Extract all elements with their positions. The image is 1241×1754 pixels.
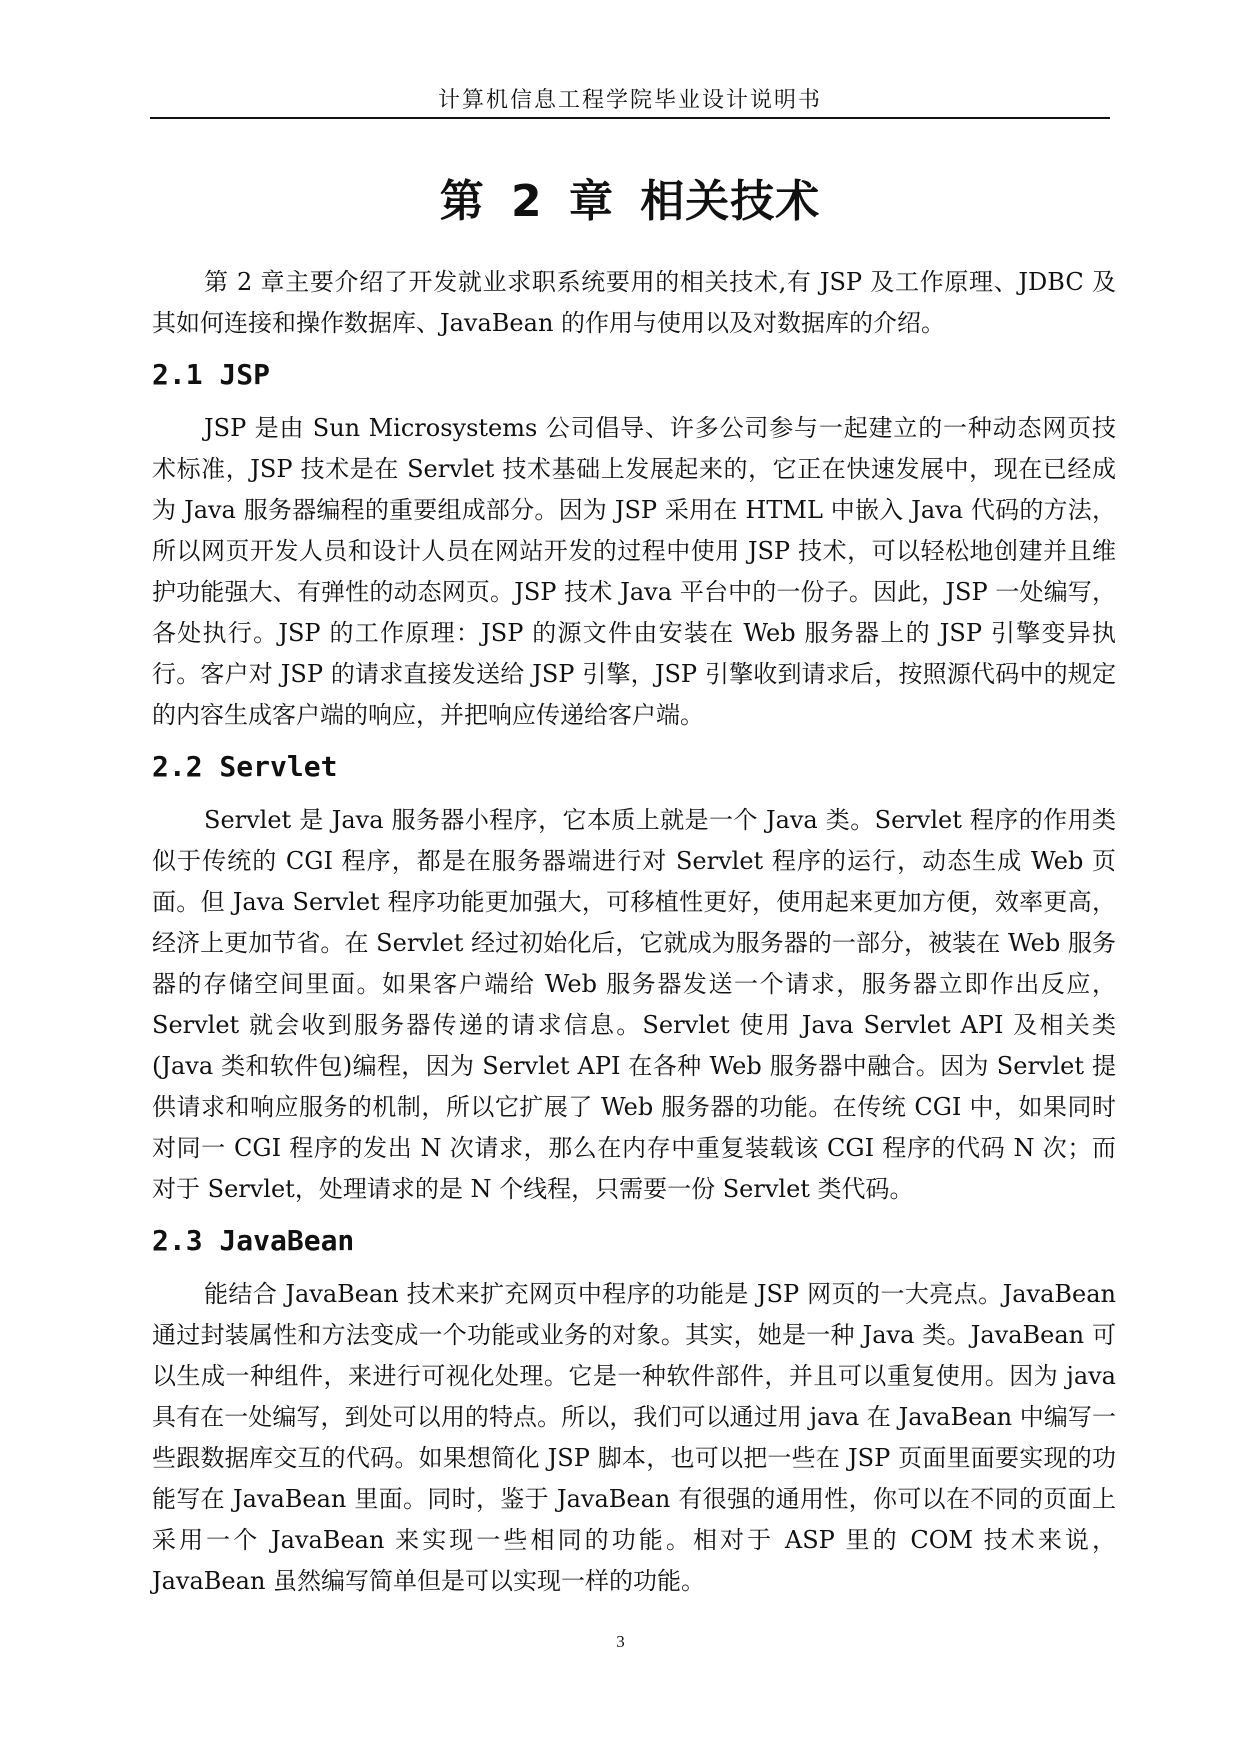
section-paragraph-jsp: JSP 是由 Sun Microsystems 公司倡导、许多公司参与一起建立的一种动态网页技术标准，JSP 技术是在 Servlet 技术基础上发展起来的，它正在快速发展中，现在已经成为 Java 服务器编程的重要组成部分。因为 JSP 采用在 HTML 中嵌入 Java 代码的方法，所以网页开发人员和设计人员在网站开发的过程中使用 JSP 技术，可以轻松地创建并且维护功能强大、有弹性的动态网页。JSP 技术 Java 平台中的一份子。因此，JSP 一处编写，各处执行。JSP 的工作原理：JSP 的源文件由安装在 Web 服务器上的 JSP 引擎变异执行。客户对 JSP 的请求直接发送给 JSP 引擎，JSP 引擎收到请求后，按照源代码中的规定的内容生成客户端的响应，并把响应传递给客户端。 bbox=[152, 414, 1116, 729]
section-paragraph-javabean: 能结合 JavaBean 技术来扩充网页中程序的功能是 JSP 网页的一大亮点。JavaBean 通过封装属性和方法变成一个功能或业务的对象。其实，她是一种 Java 类。JavaBean 可以生成一种组件，来进行可视化处理。它是一种软件部件，并且可以重复使用。因为 java 具有在一处编写，到处可以用的特点。所以，我们可以通过用 java 在 JavaBean 中编写一些跟数据库交互的代码。如果想简化 JSP 脚本，也可以把一些在 JSP 页面里面要实现的功能写在 JavaBean 里面。同时，鉴于 JavaBean 有很强的通用性，你可以在不同的页面上采用一个 JavaBean 来实现一些相同的功能。相对于 ASP 里的 COM 技术来说，JavaBean 虽然编写简单但是可以实现一样的功能。 bbox=[152, 1280, 1116, 1595]
section-heading-javabean: 2.3 JavaBean bbox=[152, 1224, 355, 1257]
chapter-intro-paragraph: 第 2 章主要介绍了开发就业求职系统要用的相关技术,有 JSP 及工作原理、JDBC 及其如何连接和操作数据库、JavaBean 的作用与使用以及对数据库的介绍。 bbox=[152, 268, 1116, 337]
section-heading-servlet: 2.2 Servlet bbox=[152, 750, 338, 783]
section-paragraph-servlet: Servlet 是 Java 服务器小程序，它本质上就是一个 Java 类。Servlet 程序的作用类似于传统的 CGI 程序，都是在服务器端进行对 Servlet 程序的运行，动态生成 Web 页面。但 Java Servlet 程序功能更加强大，可移植性更好，使用起来更加方便，效率更高，经济上更加节省。在 Servlet 经过初始化后，它就成为服务器的一部分，被装在 Web 服务器的存储空间里面。如果客户端给 Web 服务器发送一个请求，服务器立即作出反应，Servlet 就会收到服务器传递的请求信息。Servlet 使用 Java Servlet API 及相关类(Java 类和软件包)编程，因为 Servlet API 在各种 Web 服务器中融合。因为 Servlet 提供请求和响应服务的机制，所以它扩展了 Web 服务器的功能。在传统 CGI 中，如果同时对同一 CGI 程序的发出 N 次请求，那么在内存中重复装载该 CGI 程序的代码 N 次；而对于 Servlet，处理请求的是 N 个线程，只需要一份 Servlet 类代码。 bbox=[152, 806, 1116, 1203]
section-heading-jsp: 2.1 JSP bbox=[152, 358, 271, 391]
page-number: 3 bbox=[616, 1632, 625, 1651]
header-divider bbox=[150, 117, 1110, 119]
document-body bbox=[152, 262, 1116, 1602]
chapter-title: 第 2 章 相关技术 bbox=[439, 176, 821, 227]
running-header: 计算机信息工程学院毕业设计说明书 bbox=[437, 88, 822, 113]
